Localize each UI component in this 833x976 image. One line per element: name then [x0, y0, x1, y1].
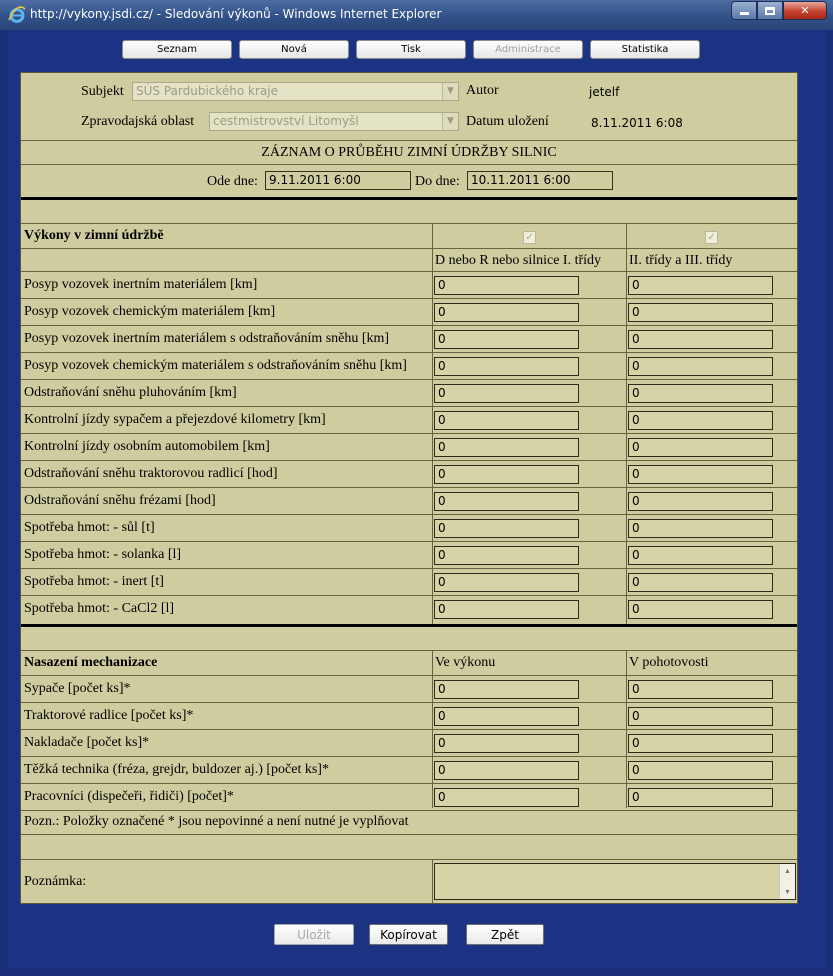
maximize-icon: [765, 7, 775, 15]
scroll-up-icon[interactable]: ▲: [784, 867, 791, 875]
subjekt-value: SÚS Pardubického kraje: [136, 84, 278, 98]
row-divider: [21, 756, 797, 757]
save-button: Uložit: [274, 924, 354, 945]
vykony-row-label: Spotřeba hmot: - solanka [l]: [24, 547, 182, 562]
vykony-col1-input[interactable]: 0: [434, 276, 579, 295]
vykony-col1-input[interactable]: 0: [434, 519, 579, 538]
mechanizace-col2-input[interactable]: 0: [628, 707, 773, 726]
vykony-col2-input[interactable]: 0: [628, 357, 773, 376]
mechanizace-row-label: Nakladače [počet ks]*: [24, 735, 150, 750]
row-divider: [21, 541, 797, 542]
vykony-row-label: Spotřeba hmot: - sůl [t]: [24, 520, 155, 535]
vykony-col1-input[interactable]: 0: [434, 573, 579, 592]
autor-label: Autor: [466, 83, 499, 98]
mechanizace-col2-input[interactable]: 0: [628, 734, 773, 753]
mechanizace-row-label: Pracovníci (dispečeři, řidiči) [počet]*: [24, 789, 234, 804]
col2-checkbox: ✓: [705, 231, 718, 244]
vykony-col1-input[interactable]: 0: [434, 546, 579, 565]
datum-value: 8.11.2011 6:08: [591, 116, 683, 130]
nav-tisk-button[interactable]: Tisk: [356, 40, 466, 59]
mechanizace-note: Pozn.: Položky označené * jsou nepovinné a není nutné je vyplňovat: [24, 814, 409, 829]
mechanizace-row-label: Těžká technika (fréza, grejdr, buldozer aj.) [počet ks]*: [24, 762, 329, 777]
row-divider: [21, 460, 797, 461]
row-divider: [21, 702, 797, 703]
page-title: ZÁZNAM O PRŮBĚHU ZIMNÍ ÚDRŽBY SILNIC: [261, 145, 557, 160]
vykony-col2-input[interactable]: 0: [628, 276, 773, 295]
vykony-row-label: Posyp vozovek chemickým materiálem [km]: [24, 304, 276, 319]
vykony-col2-input[interactable]: 0: [628, 330, 773, 349]
autor-value: jetelf: [589, 85, 620, 99]
vykony-col2-input[interactable]: 0: [628, 546, 773, 565]
row-divider: [21, 379, 797, 380]
mechanizace-col1-input[interactable]: 0: [434, 788, 579, 807]
vykony-col1-header: D nebo R nebo silnice I. třídy: [435, 253, 602, 268]
vykony-row-label: Posyp vozovek chemickým materiálem s odstraňováním sněhu [km]: [24, 358, 407, 373]
oblast-value: cestmistrovství Litomyšl: [213, 114, 359, 128]
vykony-col1-input[interactable]: 0: [434, 384, 579, 403]
col1-checkbox: ✓: [523, 231, 536, 244]
mechanizace-heading: Nasazení mechanizace: [24, 655, 158, 670]
subjekt-label: Subjekt: [81, 84, 124, 99]
row-divider: [21, 487, 797, 488]
vykony-row-label: Odstraňování sněhu traktorovou radlicí [hod]: [24, 466, 278, 481]
record-form: [20, 72, 798, 904]
vykony-col2-input[interactable]: 0: [628, 465, 773, 484]
chevron-down-icon: ▼: [442, 113, 458, 130]
mechanizace-col1-input[interactable]: 0: [434, 734, 579, 753]
mechanizace-col1-input[interactable]: 0: [434, 707, 579, 726]
minimize-icon: [740, 12, 749, 15]
vykony-col1-input[interactable]: 0: [434, 465, 579, 484]
close-button[interactable]: [783, 1, 827, 20]
vykony-col1-input[interactable]: 0: [434, 303, 579, 322]
row-divider: [21, 433, 797, 434]
row-divider: [21, 783, 797, 784]
vykony-col1-input[interactable]: 0: [434, 438, 579, 457]
vykony-row-label: Kontrolní jízdy osobním automobilem [km]: [24, 439, 270, 454]
mechanizace-col1-input[interactable]: 0: [434, 761, 579, 780]
vykony-col2-input[interactable]: 0: [628, 600, 773, 619]
poznamka-textarea[interactable]: [434, 863, 796, 900]
nav-statistika-button[interactable]: Statistika: [590, 40, 700, 59]
to-date-input[interactable]: 10.11.2011 6:00: [467, 171, 613, 190]
window-title: http://vykony.jsdi.cz/ - Sledování výkonů - Windows Internet Explorer: [30, 7, 442, 21]
vykony-row-label: Posyp vozovek inertním materiálem s odstraňováním sněhu [km]: [24, 331, 390, 346]
row-divider: [21, 298, 797, 299]
vykony-row-label: Kontrolní jízdy sypačem a přejezdové kilometry [km]: [24, 412, 326, 427]
scroll-down-icon[interactable]: ▼: [784, 888, 791, 896]
from-date-input[interactable]: 9.11.2011 6:00: [265, 171, 411, 190]
mechanizace-col2-input[interactable]: 0: [628, 761, 773, 780]
vykony-row-label: Posyp vozovek inertním materiálem [km]: [24, 277, 258, 292]
row-divider: [21, 352, 797, 353]
copy-button[interactable]: Kopírovat: [369, 924, 448, 945]
mechanizace-col1-header: Ve výkonu: [435, 655, 496, 670]
back-button[interactable]: Zpět: [466, 924, 544, 945]
vykony-col1-input[interactable]: 0: [434, 357, 579, 376]
nav-seznam-button[interactable]: Seznam: [122, 40, 232, 59]
vykony-row-label: Odstraňování sněhu pluhováním [km]: [24, 385, 237, 400]
row-divider: [21, 568, 797, 569]
minimize-button[interactable]: [731, 1, 757, 20]
top-navigation: [122, 40, 700, 59]
vykony-row-label: Spotřeba hmot: - inert [t]: [24, 574, 164, 589]
mechanizace-col1-input[interactable]: 0: [434, 680, 579, 699]
textarea-scrollbar[interactable]: [779, 864, 795, 899]
window-titlebar: [0, 0, 833, 30]
row-divider: [21, 595, 797, 596]
poznamka-label: Poznámka:: [24, 874, 87, 889]
mechanizace-col2-input[interactable]: 0: [628, 788, 773, 807]
close-icon: ✕: [800, 4, 810, 17]
vykony-col1-input[interactable]: 0: [434, 600, 579, 619]
vykony-col2-input[interactable]: 0: [628, 438, 773, 457]
row-divider: [21, 810, 797, 811]
vykony-col2-input[interactable]: 0: [628, 492, 773, 511]
row-divider: [21, 729, 797, 730]
vykony-col1-input[interactable]: 0: [434, 492, 579, 511]
vykony-row-label: Spotřeba hmot: - CaCl2 [l]: [24, 601, 175, 616]
mechanizace-col2-input[interactable]: 0: [628, 680, 773, 699]
internet-explorer-icon: [8, 6, 26, 24]
vykony-col1-input[interactable]: 0: [434, 411, 579, 430]
maximize-button[interactable]: [757, 1, 783, 20]
to-date-label: Do dne:: [415, 174, 460, 189]
row-divider: [21, 406, 797, 407]
chevron-down-icon: ▼: [442, 83, 458, 100]
vykony-col2-input[interactable]: 0: [628, 573, 773, 592]
nav-administrace-button: Administrace: [473, 40, 583, 59]
mechanizace-row-label: Traktorové radlice [počet ks]*: [24, 708, 194, 723]
datum-label: Datum uložení: [466, 114, 549, 129]
nav-nova-button[interactable]: Nová: [239, 40, 349, 59]
mechanizace-row-label: Sypače [počet ks]*: [24, 681, 131, 696]
oblast-label: Zpravodajská oblast: [81, 114, 195, 129]
vykony-col1-input[interactable]: 0: [434, 330, 579, 349]
vykony-col2-header: II. třídy a III. třídy: [629, 253, 733, 268]
vykony-row-label: Odstraňování sněhu frézami [hod]: [24, 493, 216, 508]
vykony-col2-input[interactable]: 0: [628, 519, 773, 538]
row-divider: [21, 325, 797, 326]
vykony-col2-input[interactable]: 0: [628, 384, 773, 403]
vykony-heading: Výkony v zimní údržbě: [24, 228, 164, 243]
from-date-label: Ode dne:: [207, 174, 258, 189]
oblast-select: [209, 112, 459, 131]
vykony-col2-input[interactable]: 0: [628, 411, 773, 430]
subjekt-select: [132, 82, 459, 101]
vykony-col2-input[interactable]: 0: [628, 303, 773, 322]
mechanizace-col2-header: V pohotovosti: [629, 655, 709, 670]
row-divider: [21, 514, 797, 515]
